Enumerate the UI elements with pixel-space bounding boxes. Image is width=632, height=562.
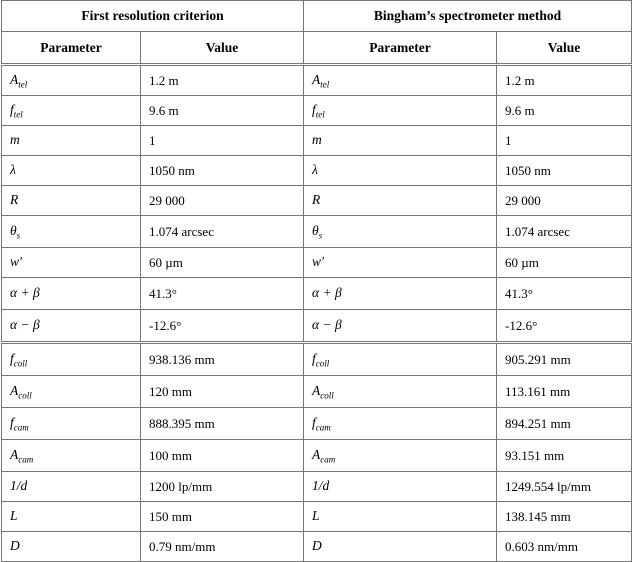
parameter-subscript: coll: [320, 390, 334, 401]
left-value-cell: -12.6°: [141, 310, 304, 343]
parameter-symbol: A: [10, 382, 19, 398]
parameter-symbol: f: [312, 414, 316, 430]
right-value-cell: 138.145 mm: [497, 502, 632, 532]
left-value-cell: 120 mm: [141, 376, 304, 408]
column-header-row: [2, 32, 632, 65]
left-value-cell: 9.6 m: [141, 96, 304, 126]
table-row: [2, 408, 632, 440]
right-parameter-cell: [304, 248, 497, 278]
left-value-cell: 100 mm: [141, 440, 304, 472]
left-value-cell: 1200 lp/mm: [141, 472, 304, 502]
parameter-symbol: A: [10, 446, 19, 462]
parameter-symbol: D: [312, 537, 322, 553]
table-body: [2, 65, 632, 562]
table-row: [2, 248, 632, 278]
parameter-symbol: R: [10, 191, 19, 207]
parameter-subscript: cam: [18, 454, 34, 465]
parameter-symbol: 1/d: [312, 477, 330, 493]
parameter-symbol: α + β: [312, 284, 342, 300]
table-row: [2, 126, 632, 156]
parameter-subscript: coll: [18, 390, 32, 401]
parameter-subscript: coll: [13, 358, 28, 369]
parameter-subscript: tel: [13, 109, 23, 120]
parameter-symbol: 1/d: [10, 477, 28, 493]
left-parameter-cell: [2, 248, 141, 278]
left-value-cell: 888.395 mm: [141, 408, 304, 440]
right-parameter-cell: [304, 310, 497, 343]
left-value-header: Value: [141, 32, 304, 65]
right-parameter-cell: [304, 502, 497, 532]
parameter-symbol: D: [10, 537, 20, 553]
left-value-cell: 29 000: [141, 186, 304, 216]
parameter-symbol: R: [312, 191, 321, 207]
right-value-cell: 9.6 m: [497, 96, 632, 126]
parameter-subscript: cam: [13, 422, 29, 433]
left-value-cell: 1.2 m: [141, 65, 304, 96]
right-parameter-cell: [304, 376, 497, 408]
parameter-symbol: θ: [312, 222, 319, 238]
parameter-symbol: α − β: [10, 316, 40, 332]
method-title-row: [2, 1, 632, 32]
table-row: [2, 65, 632, 96]
right-parameter-cell: [304, 96, 497, 126]
right-value-cell: 60 µm: [497, 248, 632, 278]
right-parameter-header: Parameter: [304, 32, 497, 65]
right-parameter-cell: [304, 343, 497, 376]
parameter-symbol: A: [10, 71, 19, 87]
right-value-cell: 1249.554 lp/mm: [497, 472, 632, 502]
left-parameter-cell: [2, 532, 141, 562]
parameter-symbol: w′: [10, 253, 22, 269]
left-parameter-cell: [2, 126, 141, 156]
parameter-symbol: f: [10, 414, 14, 430]
left-value-cell: 0.79 nm/mm: [141, 532, 304, 562]
parameter-symbol: A: [312, 382, 321, 398]
left-parameter-cell: [2, 186, 141, 216]
parameter-symbol: L: [10, 507, 18, 523]
parameter-symbol: λ: [10, 161, 16, 177]
right-value-cell: 29 000: [497, 186, 632, 216]
right-parameter-cell: [304, 472, 497, 502]
left-value-cell: 60 µm: [141, 248, 304, 278]
table-row: [2, 216, 632, 248]
left-parameter-cell: [2, 156, 141, 186]
right-value-cell: 113.161 mm: [497, 376, 632, 408]
parameter-symbol: L: [312, 507, 320, 523]
right-value-header: Value: [497, 32, 632, 65]
parameter-symbol: α + β: [10, 284, 40, 300]
left-parameter-header: Parameter: [2, 32, 141, 65]
parameter-symbol: f: [10, 350, 14, 366]
comparison-table: [1, 0, 632, 562]
parameter-symbol: f: [312, 101, 316, 117]
left-parameter-cell: [2, 376, 141, 408]
right-parameter-cell: [304, 278, 497, 310]
right-value-cell: -12.6°: [497, 310, 632, 343]
parameter-symbol: α − β: [312, 316, 342, 332]
right-parameter-cell: [304, 126, 497, 156]
left-value-cell: 1: [141, 126, 304, 156]
right-value-cell: 1.2 m: [497, 65, 632, 96]
table-row: [2, 186, 632, 216]
left-value-cell: 938.136 mm: [141, 343, 304, 376]
parameter-symbol: λ: [312, 161, 318, 177]
right-value-cell: 93.151 mm: [497, 440, 632, 472]
parameter-symbol: A: [312, 71, 321, 87]
parameter-subscript: tel: [18, 79, 28, 90]
bingham-method-title: Bingham’s spectrometer method: [304, 1, 632, 32]
right-value-cell: 1.074 arcsec: [497, 216, 632, 248]
table-row: [2, 156, 632, 186]
right-parameter-cell: [304, 65, 497, 96]
parameter-symbol: f: [312, 350, 316, 366]
table-row: [2, 376, 632, 408]
right-value-cell: 905.291 mm: [497, 343, 632, 376]
parameter-symbol: m: [312, 131, 322, 147]
parameter-symbol: θ: [10, 222, 17, 238]
left-parameter-cell: [2, 216, 141, 248]
left-value-cell: 41.3°: [141, 278, 304, 310]
table-row: [2, 472, 632, 502]
table-row: [2, 440, 632, 472]
table-row: [2, 96, 632, 126]
right-parameter-cell: [304, 186, 497, 216]
left-parameter-cell: [2, 278, 141, 310]
right-value-cell: 0.603 nm/mm: [497, 532, 632, 562]
table-row: [2, 278, 632, 310]
left-parameter-cell: [2, 472, 141, 502]
parameter-subscript: cam: [315, 422, 331, 433]
table-row: [2, 502, 632, 532]
table-row: [2, 310, 632, 343]
parameter-subscript: s: [318, 230, 323, 241]
first-resolution-criterion-title: First resolution criterion: [2, 1, 304, 32]
right-value-cell: 1: [497, 126, 632, 156]
right-value-cell: 41.3°: [497, 278, 632, 310]
left-parameter-cell: [2, 408, 141, 440]
left-value-cell: 150 mm: [141, 502, 304, 532]
right-value-cell: 1050 nm: [497, 156, 632, 186]
parameter-symbol: m: [10, 131, 20, 147]
parameter-symbol: w′: [312, 253, 324, 269]
right-parameter-cell: [304, 532, 497, 562]
parameter-symbol: A: [312, 446, 321, 462]
right-value-cell: 894.251 mm: [497, 408, 632, 440]
left-value-cell: 1.074 arcsec: [141, 216, 304, 248]
parameter-subscript: tel: [315, 109, 325, 120]
table-row: [2, 532, 632, 562]
right-parameter-cell: [304, 156, 497, 186]
parameter-subscript: cam: [320, 454, 336, 465]
parameter-subscript: coll: [315, 358, 330, 369]
left-parameter-cell: [2, 343, 141, 376]
left-parameter-cell: [2, 65, 141, 96]
table-row: [2, 343, 632, 376]
right-parameter-cell: [304, 216, 497, 248]
left-parameter-cell: [2, 96, 141, 126]
left-parameter-cell: [2, 440, 141, 472]
right-parameter-cell: [304, 408, 497, 440]
left-parameter-cell: [2, 502, 141, 532]
right-parameter-cell: [304, 440, 497, 472]
left-value-cell: 1050 nm: [141, 156, 304, 186]
parameter-subscript: s: [16, 230, 21, 241]
left-parameter-cell: [2, 310, 141, 343]
parameter-subscript: tel: [320, 79, 330, 90]
parameter-symbol: f: [10, 101, 14, 117]
